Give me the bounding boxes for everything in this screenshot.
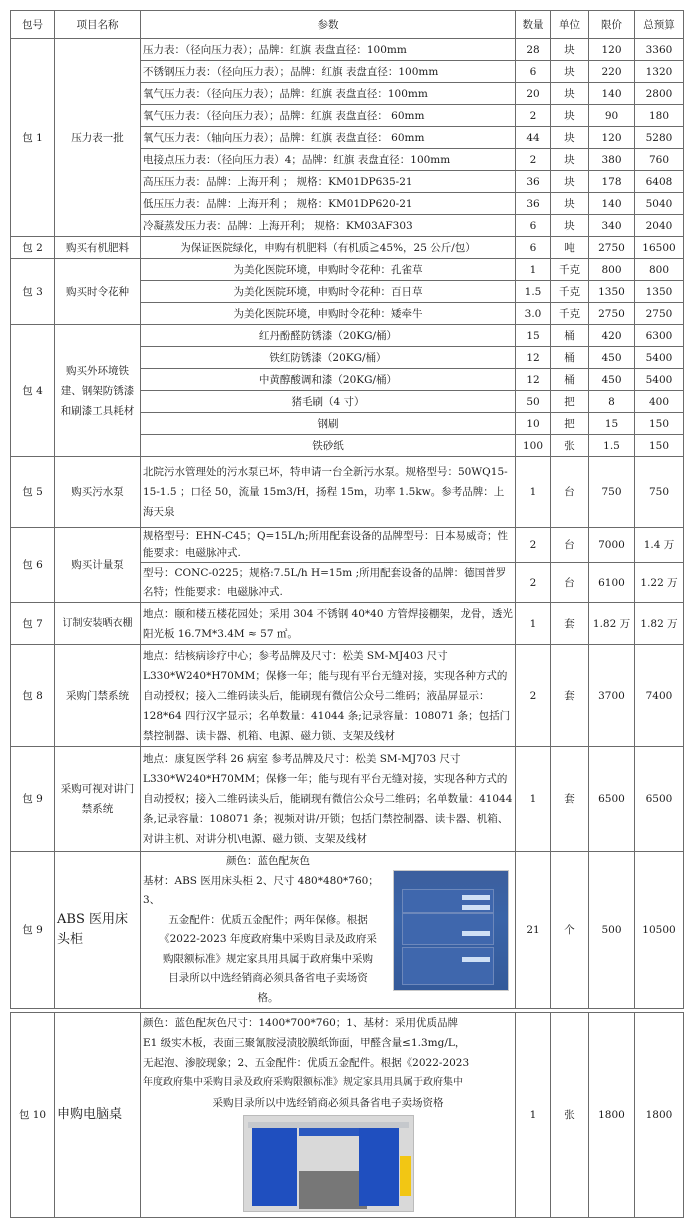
param-line: 购限额标准》规定家具用具属于政府集中采购: [163, 952, 373, 965]
qty-cell: 50: [516, 391, 551, 413]
unit-cell: 千克: [551, 303, 589, 325]
qty-cell: 15: [516, 325, 551, 347]
total-cell: 10500: [635, 852, 684, 1009]
table-row: [11, 645, 684, 747]
qty-cell: 2: [516, 645, 551, 747]
unit-cell: 桶: [551, 347, 589, 369]
unit-cell: 套: [551, 603, 589, 645]
total-cell: 2750: [635, 303, 684, 325]
unit-cell: 把: [551, 413, 589, 435]
header-qty: 数量: [516, 11, 551, 39]
unit-cell: 台: [551, 563, 589, 603]
project-name: 申购电脑桌: [55, 1013, 141, 1218]
table-row: [11, 747, 684, 852]
project-name: 购买时令花种: [55, 259, 141, 325]
qty-cell: 20: [516, 83, 551, 105]
param-line: 格。: [257, 991, 279, 1004]
unit-cell: 个: [551, 852, 589, 1009]
param-cell: 钢刷: [141, 413, 516, 435]
pkg-number: 包 2: [11, 237, 55, 259]
param-cell: [141, 852, 516, 1009]
param-cell: 不锈钢压力表：（径向压力表）；品牌：红旗 表盘直径：100mm: [141, 61, 516, 83]
project-name: 购买计量泵: [55, 528, 141, 603]
table-row: [11, 457, 684, 528]
header-pkg: 包号: [11, 11, 55, 39]
table-row: [11, 1013, 684, 1218]
param-cell: 铁砂纸: [141, 435, 516, 457]
param-cell: 冷凝蒸发压力表：品牌：上海开利； 规格：KM03AF303: [141, 215, 516, 237]
param-cell: 为美化医院环境，申购时令花种：百日草: [141, 281, 516, 303]
unit-cell: 套: [551, 645, 589, 747]
table-row: [11, 325, 684, 347]
unit-cell: 千克: [551, 281, 589, 303]
param-cell: 铁红防锈漆（20KG/桶）: [141, 347, 516, 369]
header-price: 限价: [589, 11, 635, 39]
unit-cell: 块: [551, 215, 589, 237]
unit-cell: 块: [551, 83, 589, 105]
param-line: 无起泡、渗胶现象；2、五金配件：优质五金配件。根据《2022-2023: [143, 1057, 470, 1069]
price-cell: 1800: [589, 1013, 635, 1218]
qty-cell: 6: [516, 61, 551, 83]
price-cell: 7000: [589, 528, 635, 563]
price-cell: 380: [589, 149, 635, 171]
qty-cell: 12: [516, 347, 551, 369]
total-cell: 6408: [635, 171, 684, 193]
pkg-number: 包 5: [11, 457, 55, 528]
param-cell: 高压压力表：品牌：上海开利 ； 规格：KM01DP635-21: [141, 171, 516, 193]
header-name: 项目名称: [55, 11, 141, 39]
param-cell: 氧气压力表：（径向压力表）；品牌：红旗 表盘直径：100mm: [141, 83, 516, 105]
total-cell: 1800: [635, 1013, 684, 1218]
project-name: 采购门禁系统: [55, 645, 141, 747]
total-cell: 1320: [635, 61, 684, 83]
table-row: [11, 852, 684, 1009]
qty-cell: 12: [516, 369, 551, 391]
price-cell: 340: [589, 215, 635, 237]
price-cell: 178: [589, 171, 635, 193]
price-cell: 800: [589, 259, 635, 281]
project-name: ABS 医用床头柜: [55, 852, 141, 1009]
total-cell: 400: [635, 391, 684, 413]
total-cell: 180: [635, 105, 684, 127]
pkg-number: 包 7: [11, 603, 55, 645]
qty-cell: 100: [516, 435, 551, 457]
param-cell: 为保证医院绿化，申购有机肥料（有机质≧45%，25 公斤/包）: [141, 237, 516, 259]
price-cell: 6100: [589, 563, 635, 603]
unit-cell: 桶: [551, 369, 589, 391]
unit-cell: 块: [551, 39, 589, 61]
param-line: 采购目录所以中选经销商必须具备省电子卖场资格: [212, 1097, 444, 1109]
qty-cell: 6: [516, 215, 551, 237]
header-params: 参数: [141, 11, 516, 39]
qty-cell: 1: [516, 747, 551, 852]
project-name: 订制安装晒衣棚: [55, 603, 141, 645]
table-row: [11, 528, 684, 563]
qty-cell: 10: [516, 413, 551, 435]
unit-cell: 块: [551, 61, 589, 83]
qty-cell: 6: [516, 237, 551, 259]
param-cell: 氧气压力表：（轴向压力表）；品牌：红旗 表盘直径： 60mm: [141, 127, 516, 149]
qty-cell: 36: [516, 193, 551, 215]
qty-cell: 2: [516, 105, 551, 127]
header-total: 总预算: [635, 11, 684, 39]
unit-cell: 台: [551, 528, 589, 563]
bedside-cabinet-photo: [393, 870, 509, 991]
total-cell: 1350: [635, 281, 684, 303]
qty-cell: 21: [516, 852, 551, 1009]
unit-cell: 桶: [551, 325, 589, 347]
price-cell: 220: [589, 61, 635, 83]
total-cell: 150: [635, 413, 684, 435]
unit-cell: 千克: [551, 259, 589, 281]
total-cell: 800: [635, 259, 684, 281]
price-cell: 3700: [589, 645, 635, 747]
price-cell: 2750: [589, 237, 635, 259]
unit-cell: 块: [551, 105, 589, 127]
total-cell: 2040: [635, 215, 684, 237]
param-cell: [141, 1013, 516, 1218]
qty-cell: 1.5: [516, 281, 551, 303]
total-cell: 150: [635, 435, 684, 457]
param-line: E1 级实木板，表面三聚氰胺浸渍胶膜纸饰面，甲醛含量≤1.3mg/L，: [143, 1037, 466, 1049]
qty-cell: 3.0: [516, 303, 551, 325]
price-cell: 500: [589, 852, 635, 1009]
price-cell: 750: [589, 457, 635, 528]
price-cell: 450: [589, 347, 635, 369]
pkg-number: 包 10: [11, 1013, 55, 1218]
param-cell: 压力表：（径向压力表）；品牌：红旗 表盘直径：100mm: [141, 39, 516, 61]
price-cell: 120: [589, 39, 635, 61]
price-cell: 90: [589, 105, 635, 127]
total-cell: 5400: [635, 369, 684, 391]
param-line: 《2022-2023 年度政府集中采购目录及政府采: [159, 933, 377, 945]
total-cell: 1.4 万: [635, 528, 684, 563]
param-cell: 猪毛刷（4 寸）: [141, 391, 516, 413]
total-cell: 760: [635, 149, 684, 171]
pkg-number: 包 6: [11, 528, 55, 603]
total-cell: 1.22 万: [635, 563, 684, 603]
table-row: [11, 237, 684, 259]
qty-cell: 44: [516, 127, 551, 149]
unit-cell: 把: [551, 391, 589, 413]
param-line: 基材：ABS 医用床头柜 2、尺寸 480*480*760；3、: [143, 874, 379, 906]
total-cell: 3360: [635, 39, 684, 61]
pkg-number: 包 9: [11, 747, 55, 852]
computer-desk-photo: [243, 1115, 414, 1212]
param-line: 颜色：蓝色配灰色尺寸：1400*700*760；1、基材：采用优质品牌: [143, 1017, 458, 1029]
project-name: 压力表一批: [55, 39, 141, 237]
header-row: [11, 11, 684, 39]
unit-cell: 块: [551, 193, 589, 215]
qty-cell: 1: [516, 259, 551, 281]
total-cell: 750: [635, 457, 684, 528]
param-line: 颜色：蓝色配灰色: [226, 855, 310, 867]
total-cell: 16500: [635, 237, 684, 259]
unit-cell: 块: [551, 127, 589, 149]
unit-cell: 张: [551, 435, 589, 457]
unit-cell: 台: [551, 457, 589, 528]
procurement-table: [10, 10, 684, 1009]
price-cell: 1.82 万: [589, 603, 635, 645]
param-line: 目录所以中选经销商必须具备省电子卖场资: [168, 972, 368, 984]
param-line: 年度政府集中采购目录及政府采购限额标准》规定家具用具属于政府集中: [143, 1077, 463, 1088]
pkg-number: 包 9: [11, 852, 55, 1009]
price-cell: 8: [589, 391, 635, 413]
table-row: [11, 603, 684, 645]
total-cell: 5040: [635, 193, 684, 215]
project-name: 采购可视对讲门禁系统: [55, 747, 141, 852]
price-cell: 140: [589, 83, 635, 105]
qty-cell: 1: [516, 603, 551, 645]
procurement-table-continued: [10, 1012, 684, 1218]
unit-cell: 块: [551, 171, 589, 193]
param-cell: 红丹酚醛防锈漆（20KG/桶）: [141, 325, 516, 347]
unit-cell: 吨: [551, 237, 589, 259]
param-cell: 规格型号：EHN-C45；Q=15L/h;所用配套设备的品牌型号：日本易威奇；性能要求：电磁脉冲式.: [141, 528, 516, 563]
qty-cell: 36: [516, 171, 551, 193]
total-cell: 6300: [635, 325, 684, 347]
price-cell: 15: [589, 413, 635, 435]
total-cell: 1.82 万: [635, 603, 684, 645]
price-cell: 120: [589, 127, 635, 149]
total-cell: 2800: [635, 83, 684, 105]
project-name: 购买污水泵: [55, 457, 141, 528]
qty-cell: 2: [516, 149, 551, 171]
pkg-number: 包 3: [11, 259, 55, 325]
qty-cell: 2: [516, 528, 551, 563]
param-cell: 中黄醇酸调和漆（20KG/桶）: [141, 369, 516, 391]
table-row: [11, 259, 684, 281]
price-cell: 2750: [589, 303, 635, 325]
price-cell: 450: [589, 369, 635, 391]
project-name: 购买外环境铁建、钢架防锈漆和刷漆工具耗材: [55, 325, 141, 457]
unit-cell: 张: [551, 1013, 589, 1218]
qty-cell: 2: [516, 563, 551, 603]
param-line: 五金配件：优质五金配件；两年保修。根据: [168, 913, 368, 926]
price-cell: 6500: [589, 747, 635, 852]
table-row: [11, 39, 684, 61]
total-cell: 5280: [635, 127, 684, 149]
project-name: 购买有机肥料: [55, 237, 141, 259]
param-cell: 为美化医院环境，申购时令花种：孔雀草: [141, 259, 516, 281]
param-cell: 北院污水管理处的污水泵已坏，特申请一台全新污水泵。规格型号：50WQ15-15-1.5 ；口径 50，流量 15m3/H，扬程 15m，功率 1.5kw。参考品牌：上海天泉: [141, 457, 516, 528]
param-text: [143, 852, 393, 1008]
qty-cell: 28: [516, 39, 551, 61]
price-cell: 1350: [589, 281, 635, 303]
qty-cell: 1: [516, 1013, 551, 1218]
pkg-number: 包 1: [11, 39, 55, 237]
header-unit: 单位: [551, 11, 589, 39]
total-cell: 6500: [635, 747, 684, 852]
param-cell: 地点：颐和楼五楼花园处；采用 304 不锈钢 40*40 方管焊接棚架，龙骨，透光阳光板 16.7M*3.4M ≈ 57 ㎡。: [141, 603, 516, 645]
param-cell: 为美化医院环境，申购时令花种：矮牵牛: [141, 303, 516, 325]
qty-cell: 1: [516, 457, 551, 528]
price-cell: 1.5: [589, 435, 635, 457]
pkg-number: 包 4: [11, 325, 55, 457]
total-cell: 5400: [635, 347, 684, 369]
param-cell: 氧气压力表：（径向压力表）；品牌：红旗 表盘直径： 60mm: [141, 105, 516, 127]
param-cell: 电接点压力表：（径向压力表）4；品牌：红旗 表盘直径：100mm: [141, 149, 516, 171]
param-cell: 型号：CONC-0225；规格:7.5L/h H=15m ;所用配套设备的品牌：德国普罗名特；性能要求：电磁脉冲式.: [141, 563, 516, 603]
unit-cell: 套: [551, 747, 589, 852]
param-cell: 地点：结核病诊疗中心；参考品牌及尺寸：松美 SM-MJ403 尺寸 L330*W240*H70MM；保修一年；能与现有平台无缝对接，实现各种方式的自动授权；接入二维码读头后，能刷现有微信公众号二维码；液晶屏显示：128*64 四行汉字显示；名单数量：41044 条;记录容量：108071 条；包括门禁控制器、读卡器、机箱、电源、磁力锁、支架及线材: [141, 645, 516, 747]
price-cell: 420: [589, 325, 635, 347]
pkg-number: 包 8: [11, 645, 55, 747]
price-cell: 140: [589, 193, 635, 215]
param-cell: 地点：康复医学科 26 病室 参考品牌及尺寸：松美 SM-MJ703 尺寸 L330*W240*H70MM；保修一年；能与现有平台无缝对接，实现各种方式的自动授权；接入二维码读头后，能刷现有微信公众号二维码；名单数量：41044 条,记录容量：108071 条；视频对讲/开锁；包括门禁控制器、读卡器、机箱、对讲主机、对讲分机\电源、磁力锁、支架及线材: [141, 747, 516, 852]
total-cell: 7400: [635, 645, 684, 747]
param-cell: 低压压力表：品牌：上海开利 ； 规格：KM01DP620-21: [141, 193, 516, 215]
unit-cell: 块: [551, 149, 589, 171]
